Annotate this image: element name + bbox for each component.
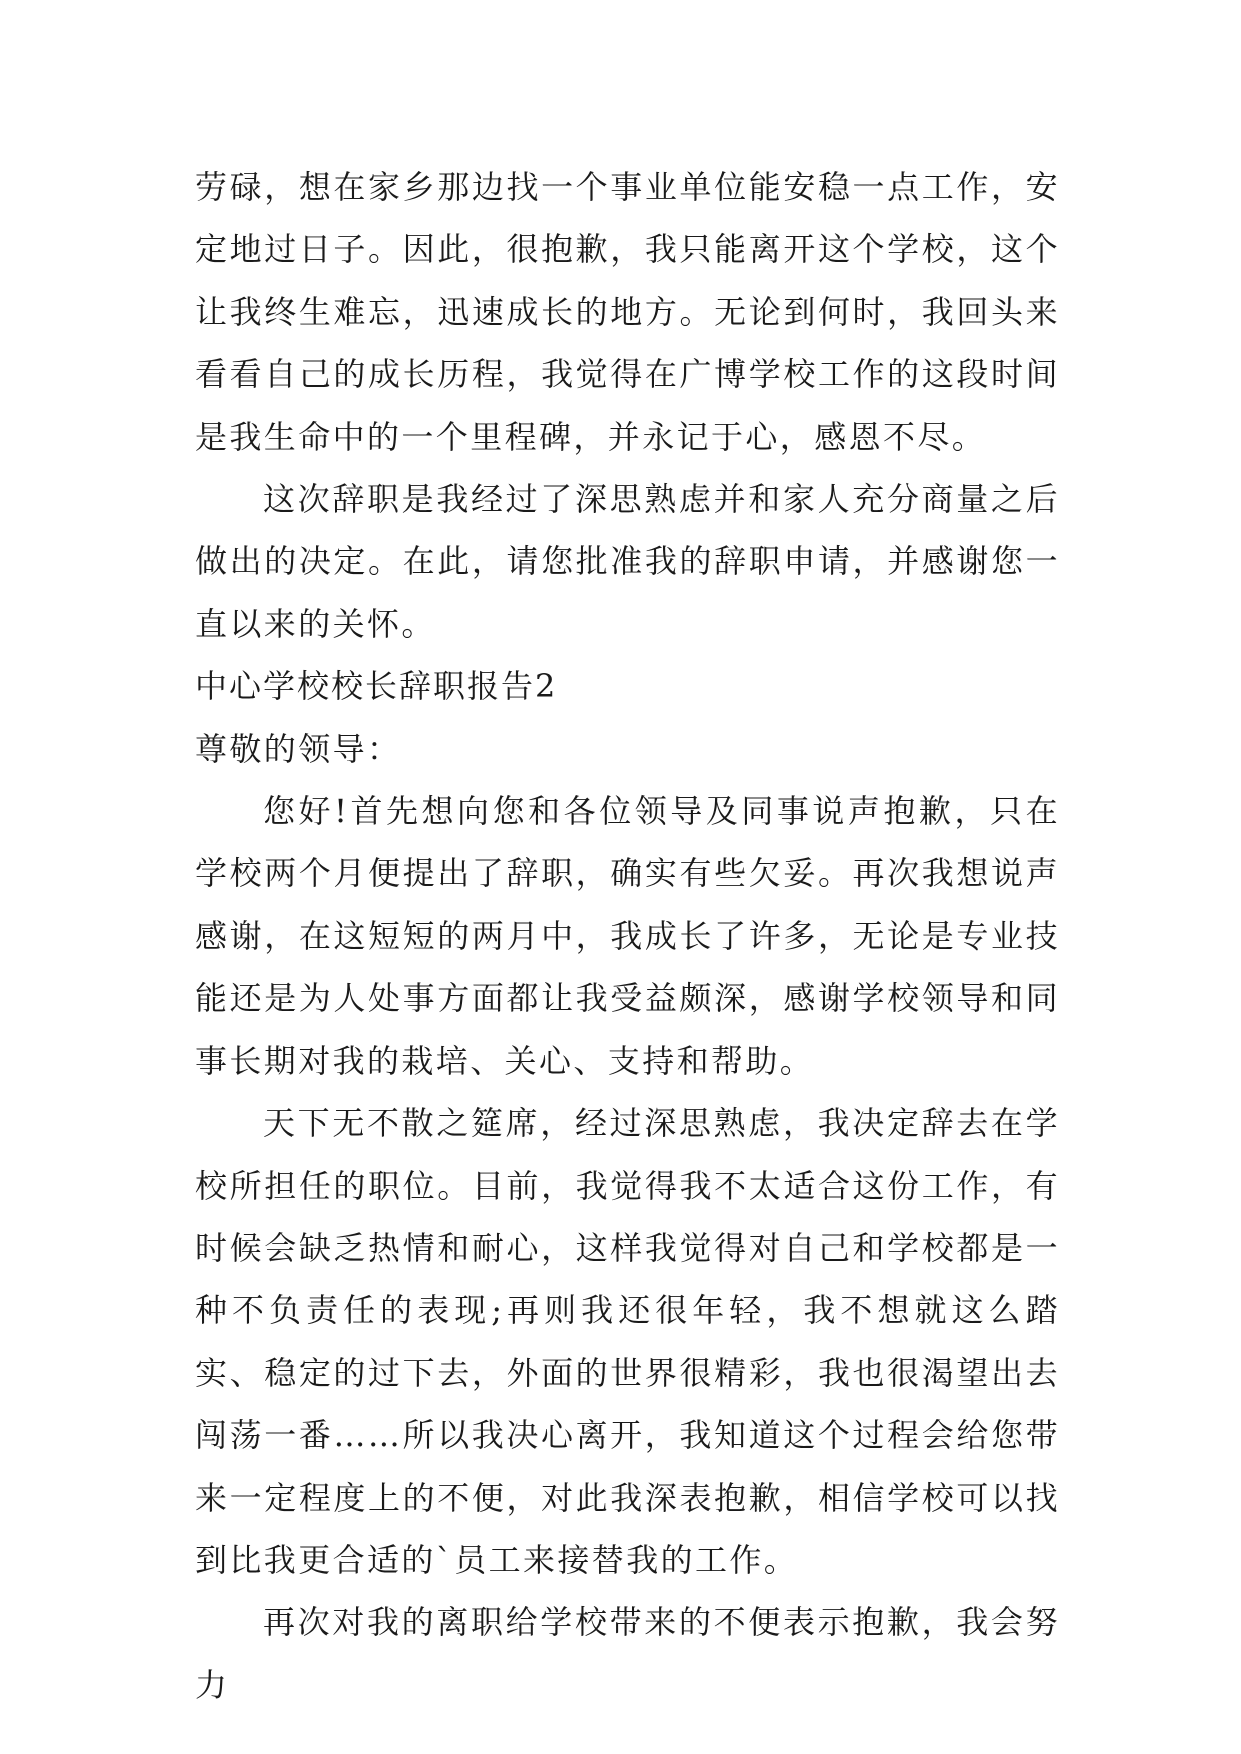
salutation: 尊敬的领导：: [195, 729, 402, 768]
paragraph-apology: 再次对我的离职给学校带来的不便表示抱歉，我会努力: [195, 1603, 1060, 1704]
paragraph-continuation: 劳碌，想在家乡那边找一个事业单位能安稳一点工作，安定地过日子。因此，很抱歉，我只能离开这个学校，这个让我终生难忘，迅速成长的地方。无论到何时，我回头来看看自己的成长历程，我觉得在广博学校工作的这段时间是我生命中的一个里程碑，并永记于心，感恩不尽。: [195, 168, 1060, 456]
paragraph-decision: 这次辞职是我经过了深思熟虑并和家人充分商量之后做出的决定。在此，请您批准我的辞职申请，并感谢您一直以来的关怀。: [195, 480, 1060, 643]
paragraph-reason: 天下无不散之筵席，经过深思熟虑，我决定辞去在学校所担任的职位。目前，我觉得我不太适合这份工作，有时候会缺乏热情和耐心，这样我觉得对自己和学校都是一种不负责任的表现;再则我还很年轻，我不想就这么踏实、稳定的过下去，外面的世界很精彩，我也很渴望出去闯荡一番……所以我决心离开，我知道这个过程会给您带来一定程度上的不便，对此我深表抱歉，相信学校可以找到比我更合适的`员工来接替我的工作。: [195, 1104, 1060, 1579]
paragraph-greeting: 您好!首先想向您和各位领导及同事说声抱歉，只在学校两个月便提出了辞职，确实有些欠妥。再次我想说声感谢，在这短短的两月中，我成长了许多，无论是专业技能还是为人处事方面都让我受益颇深，感谢学校领导和同事长期对我的栽培、关心、支持和帮助。: [195, 792, 1060, 1080]
report-title: 中心学校校长辞职报告2: [195, 667, 558, 706]
document-body: [195, 156, 1060, 1716]
